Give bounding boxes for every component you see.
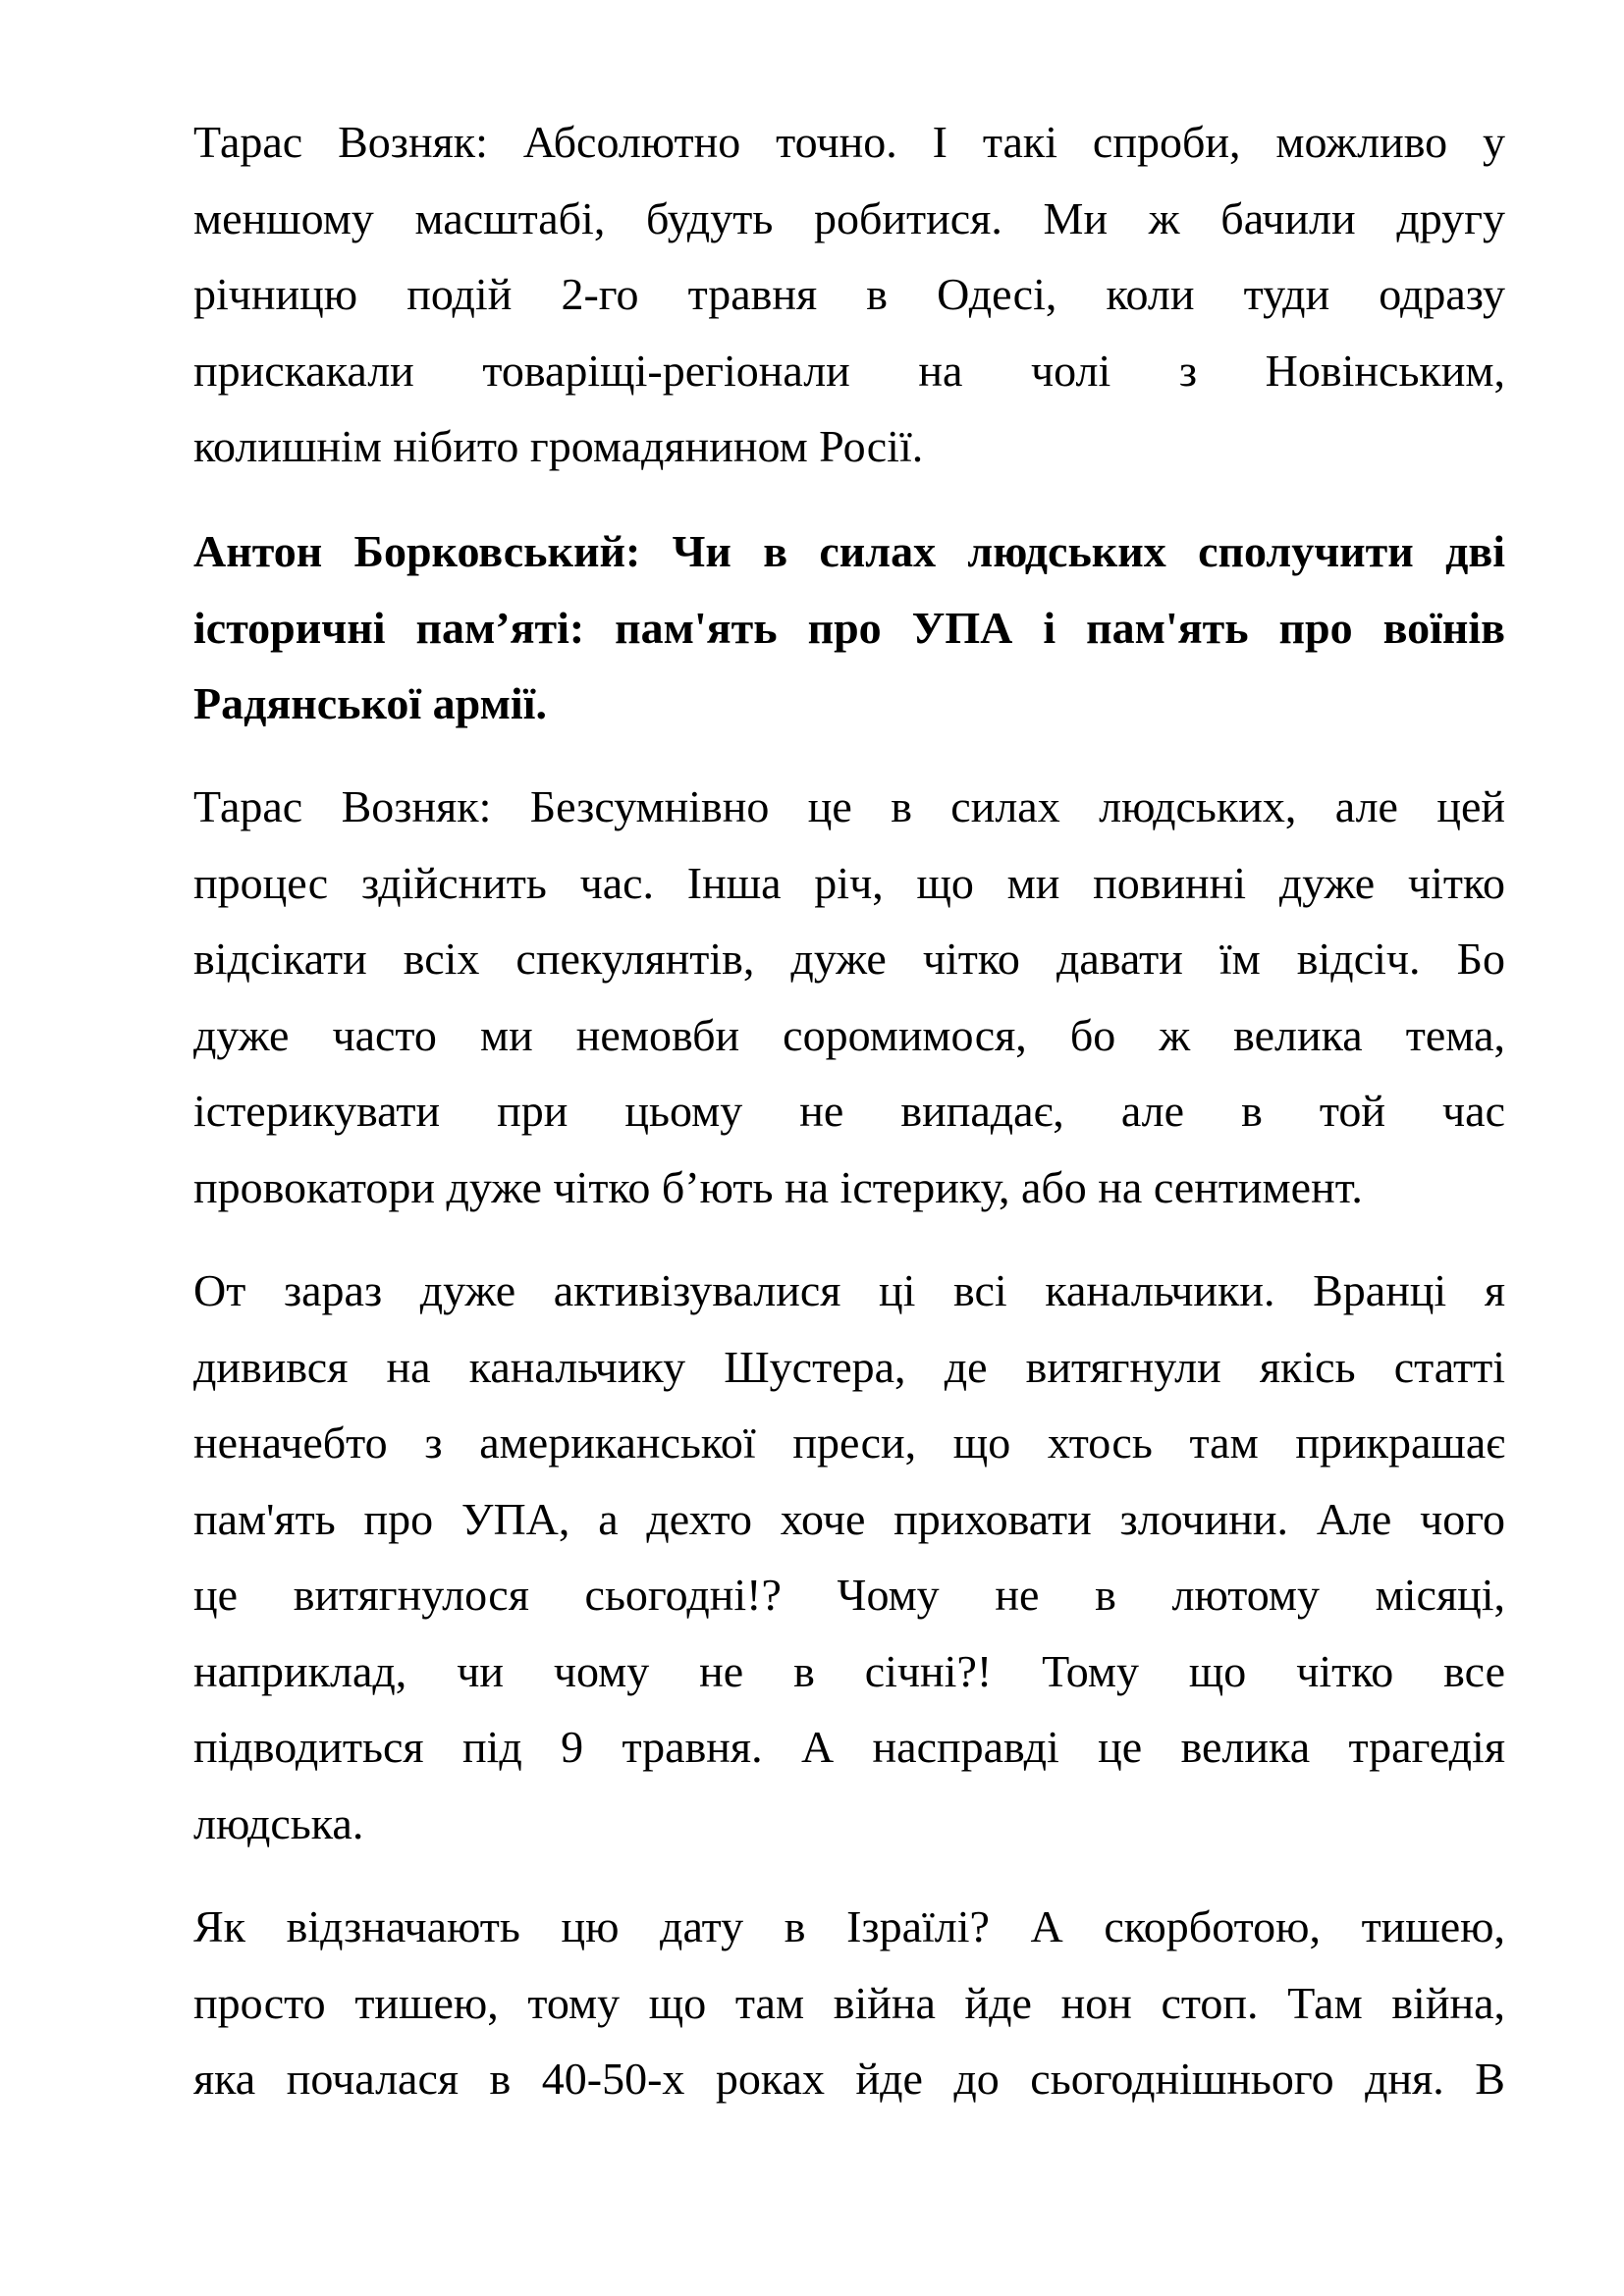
text-line: Тарас Возняк: Безсумнівно це в силах людських, але цей — [193, 781, 1505, 831]
text-line: дуже часто ми немовби соромимося, бо ж велика тема, — [193, 1009, 1505, 1060]
text-line: процес здійснить час. Інша річ, що ми повинні дуже чітко — [193, 857, 1505, 908]
paragraph-voznyak-answer-1 — [193, 104, 1505, 485]
text-line: Тарас Возняк: Абсолютно точно. І такі спроби, можливо у — [193, 117, 1505, 167]
text-line: підводиться під 9 травня. А насправді це велика трагедія — [193, 1722, 1505, 1772]
text-line: От зараз дуже активізувалися ці всі канальчики. Вранці я — [193, 1265, 1505, 1315]
paragraph-israel — [193, 1889, 1505, 2117]
text-line: прискакали товаріщі-регіонали на чолі з Новінським, — [193, 345, 1505, 396]
text-line: наприклад, чи чому не в січні?! Тому що чітко все — [193, 1645, 1505, 1696]
paragraph-voznyak-answer-2 — [193, 769, 1505, 1225]
text-line: колишнім нібито громадянином Росії. — [193, 421, 924, 471]
text-line: яка почалася в 40-50-х роках йде до сьогоднішнього дня. В — [193, 2054, 1505, 2104]
text-line: істерикувати при цьому не випадає, але в той час — [193, 1086, 1505, 1136]
text-line: це витягнулося сьогодні!? Чому не в лютому місяці, — [193, 1570, 1505, 1620]
text-line: Як відзначають цю дату в Ізраїлі? А скорботою, тишею, — [193, 1901, 1505, 1951]
text-line: провокатори дуже чітко б’ють на істерику, або на сентимент. — [193, 1161, 1363, 1212]
paragraph-borkovsky-question — [193, 513, 1505, 742]
text-line: дивився на канальчику Шустера, де витягнули якісь статті — [193, 1341, 1505, 1392]
text-line: людська. — [193, 1797, 364, 1848]
text-line: відсікати всіх спекулянтів, дуже чітко давати їм відсіч. Бо — [193, 934, 1505, 984]
text-line: неначебто з американської преси, що хтось там прикрашає — [193, 1417, 1505, 1468]
text-line: Антон Борковський: Чи в силах людських сполучити дві — [193, 526, 1505, 576]
text-line: річницю подій 2-го травня в Одесі, коли туди одразу — [193, 269, 1505, 319]
text-line: історичні пам’яті: пам'ять про УПА і пам'ять про воїнів — [193, 602, 1505, 653]
text-line: просто тишею, тому що там війна йде нон стоп. Там війна, — [193, 1977, 1505, 2028]
text-line: Радянської армії. — [193, 678, 547, 728]
text-line: пам'ять про УПА, а дехто хоче приховати злочини. Але чого — [193, 1493, 1505, 1544]
paragraph-channels — [193, 1253, 1505, 1861]
text-line: меншому масштабі, будуть робитися. Ми ж бачили другу — [193, 192, 1505, 243]
